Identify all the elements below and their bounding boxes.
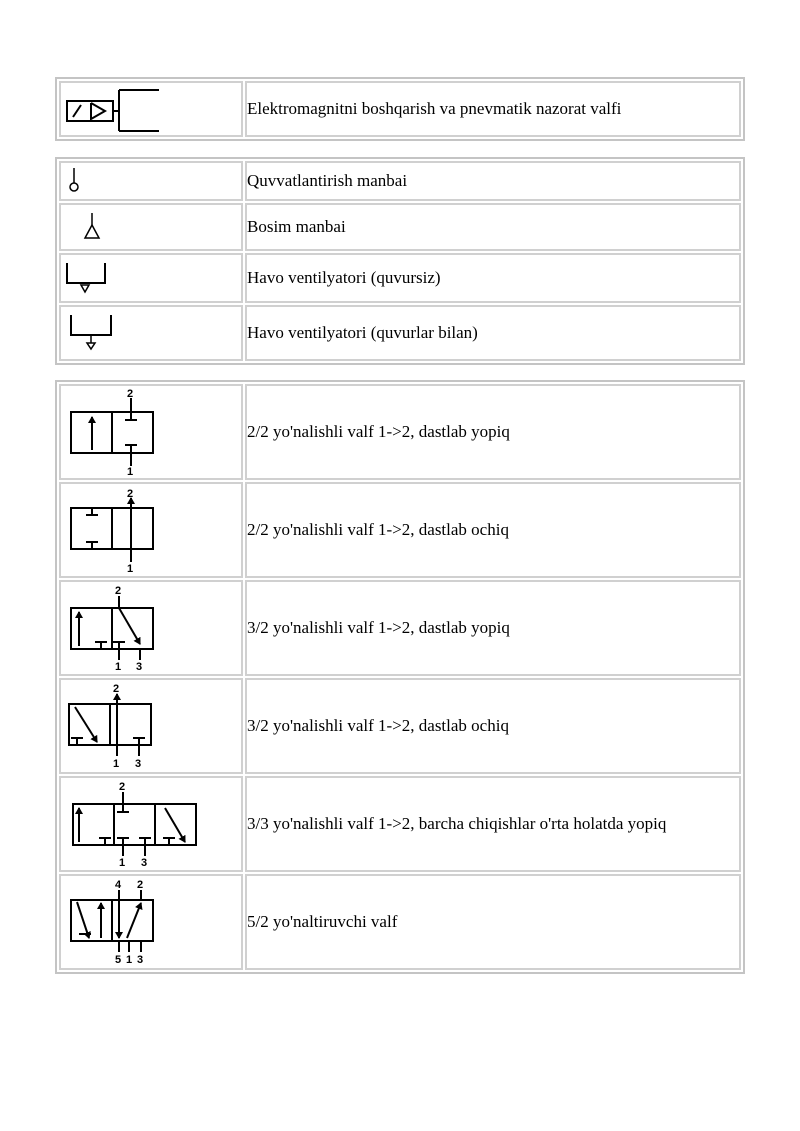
description-cell: 3/3 yo'nalishli valf 1->2, barcha chiqishlar o'rta holatda yopiq [245, 776, 741, 872]
symbol-cell [59, 81, 243, 137]
port-label: 1 [127, 563, 134, 575]
valve-3-2-open-icon [61, 680, 241, 772]
port-label: 2 [127, 388, 134, 400]
power-source-icon [61, 163, 241, 199]
table-row [59, 203, 741, 251]
table-row [59, 253, 741, 303]
valve-5-2-icon [61, 876, 241, 968]
description-cell: 2/2 yo'nalishli valf 1->2, dastlab yopiq [245, 384, 741, 480]
port-label: 2 [113, 683, 120, 695]
table-row [59, 874, 741, 970]
table-row [59, 580, 741, 676]
port-label: 2 [137, 879, 144, 891]
symbol-cell [59, 305, 243, 361]
description-cell: 3/2 yo'nalishli valf 1->2, dastlab ochiq [245, 678, 741, 774]
description-cell: Havo ventilyatori (quvurlar bilan) [245, 305, 741, 361]
symbol-cell [59, 776, 243, 872]
table-row [59, 776, 741, 872]
description-cell: Elektromagnitni boshqarish va pnevmatik nazorat valfi [245, 81, 741, 137]
port-label: 2 [119, 781, 126, 793]
symbol-cell [59, 161, 243, 201]
port-label: 1 [119, 857, 126, 869]
table-row [59, 161, 741, 201]
port-label: 3 [141, 857, 148, 869]
port-label: 4 [115, 879, 122, 891]
description-cell: 5/2 yo'naltiruvchi valf [245, 874, 741, 970]
pressure-source-icon [61, 205, 241, 249]
port-label: 5 [115, 954, 122, 966]
solenoid-pneumatic-control-icon [61, 83, 241, 135]
supply-table [55, 157, 745, 365]
valve-2-2-open-icon [61, 484, 241, 576]
table-row [59, 482, 741, 578]
symbol-cell [59, 482, 243, 578]
port-label: 3 [137, 954, 144, 966]
port-label: 1 [113, 758, 120, 770]
port-label: 1 [127, 466, 134, 478]
table-row [59, 305, 741, 361]
symbol-cell [59, 253, 243, 303]
valve-3-3-closed-center-icon [61, 778, 241, 870]
description-cell: 2/2 yo'nalishli valf 1->2, dastlab ochiq [245, 482, 741, 578]
valve-2-2-closed-icon [61, 386, 241, 478]
port-label: 1 [115, 661, 122, 673]
valve-3-2-closed-icon [61, 582, 241, 674]
symbol-cell [59, 580, 243, 676]
symbol-cell [59, 874, 243, 970]
port-label: 1 [126, 954, 133, 966]
description-cell: Quvvatlantirish manbai [245, 161, 741, 201]
port-label: 3 [135, 758, 142, 770]
port-label: 2 [127, 488, 134, 500]
table-row [59, 384, 741, 480]
description-cell: 3/2 yo'nalishli valf 1->2, dastlab yopiq [245, 580, 741, 676]
table-row [59, 81, 741, 137]
symbol-cell [59, 384, 243, 480]
air-vent-no-pipe-icon [61, 255, 241, 301]
valve-table [55, 380, 745, 974]
description-cell: Havo ventilyatori (quvursiz) [245, 253, 741, 303]
description-cell: Bosim manbai [245, 203, 741, 251]
solenoid-table [55, 77, 745, 141]
table-row [59, 678, 741, 774]
port-label: 3 [136, 661, 143, 673]
symbol-cell [59, 203, 243, 251]
port-label: 2 [115, 585, 122, 597]
symbol-cell [59, 678, 243, 774]
air-vent-with-pipe-icon [61, 307, 241, 359]
